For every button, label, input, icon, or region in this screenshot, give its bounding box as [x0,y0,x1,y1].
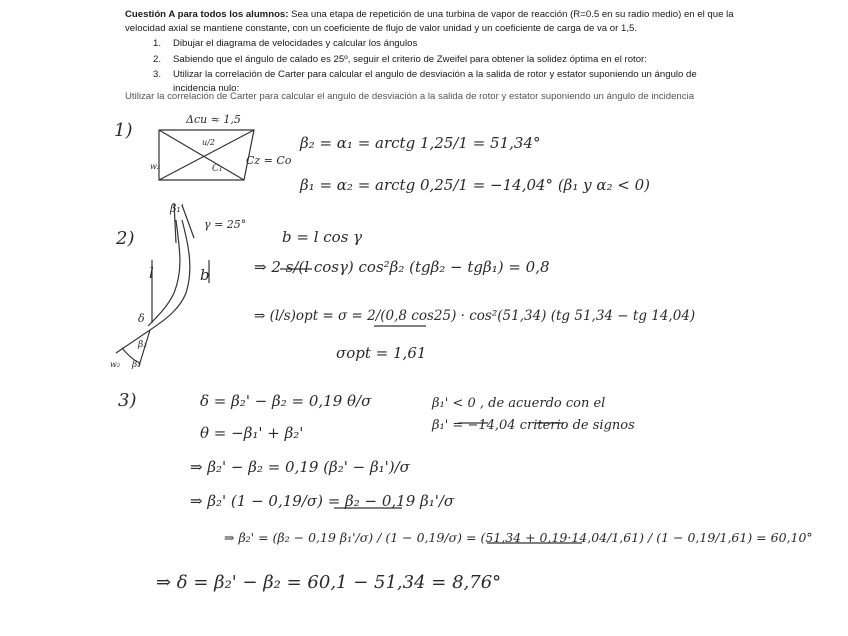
item-text: Dibujar el diagrama de velocidades y calcular los ángulos [173,38,418,50]
blade-label-l: l [149,264,154,282]
equation-final-delta: ⇒ δ = β₂' − β₂ = 60,1 − 51,34 = 8,76° [156,572,502,593]
triangle-label-delta-cu: Δcu ≈ 1,5 [186,113,241,126]
equation-sigma-opt: σopt = 1,61 [336,344,427,362]
blade-label-w2: w₂ [110,360,121,369]
handwritten-solution [104,108,813,603]
equation-step-2: ⇒ β₂' (1 − 0,19/σ) = β₂ − 0,19 β₁'/σ [190,492,455,510]
triangle-label-w2: w₂ [150,162,161,171]
equation-beta2: β₂ = α₁ = arctg 1,25/1 = 51,34° [300,134,541,152]
equation-beta2-prime: ⇒ β₂' = (β₂ − 0,19 β₁'/σ) / (1 − 0,19/σ) = (51,34 + 0,19·14,04/1,61) / (1 − 0,19/1,61) = 60,10° [224,530,813,545]
question-statement: Sea una etapa de repetición de una turbina de vapor de reacción (R=0.5 en su radio medio) en el que la velocidad axial se mantiene constante, con un coeficiente de flujo de valor unidad y un coeficiente de carga de va or 1,5. [125,9,734,34]
item-text: Utilizar la correlación de Carter para calcular el angulo de desviación a la salida de rotor y estator suponiendo un ángulo de incidencia nulo: [173,69,697,94]
question-intro [125,8,740,35]
item-number: 3. [153,69,162,81]
triangle-label-c1: C₁ [212,164,223,174]
equation-zweifel: ⇒ 2 s/(l cosγ) cos²β₂ (tgβ₂ − tgβ₁) = 0,8 [254,258,550,276]
blade-label-gamma: γ = 25° [204,218,247,231]
equation-delta: δ = β₂' − β₂ = 0,19 θ/σ [200,392,372,410]
equation-beta1: β₁ = α₂ = arctg 0,25/1 = −14,04° (β₁ y α₂ < 0) [300,176,651,194]
blade-label-b: b [200,266,210,284]
blade-profile [150,220,190,330]
part-2-label: 2) [116,228,135,249]
blade-label-beta2-exit: β₂ [132,360,141,370]
equation-sigma: ⇒ (l/s)opt = σ = 2/(0,8 cos25) · cos²(51,34) (tg 51,34 − tg 14,04) [254,308,696,324]
question-items [125,37,740,95]
equation-theta: θ = −β₁' + β₂' [200,424,304,442]
part-1-label: 1) [114,120,133,141]
note-sign-2: β₁' = −14,04 criterio de signos [432,418,635,433]
blade-label-delta: δ [138,312,145,325]
cutoff-line: Utilizar la correlación de Carter para calcular el angulo de desviación a la salida de rotor y estator suponiendo un ángulo de incidencia [125,91,695,102]
blade-label-beta2: β₂ [138,340,147,350]
triangle-label-cz: Cz = Co [246,154,292,167]
equation-b: b = l cos γ [282,228,363,246]
question-title: Cuestión A para todos los alumnos: [125,9,289,20]
item-number: 1. [153,38,162,50]
item-text: Sabiendo que el ángulo de calado es 25º, seguir el criterio de Zweifel para obtener la solidez óptima en el rotor: [173,53,647,65]
equation-step-1: ⇒ β₂' − β₂ = 0,19 (β₂' − β₁')/σ [190,458,410,476]
triangle-label-u: u/2 [202,138,215,147]
item-number: 2. [153,53,162,65]
question-item-1 [125,37,740,51]
question-item-2 [125,53,740,67]
note-sign-1: β₁' < 0 , de acuerdo con el [432,396,606,411]
question-text [125,8,740,98]
blade-label-beta1: β₁' [170,202,184,215]
part-3-label: 3) [118,390,137,411]
